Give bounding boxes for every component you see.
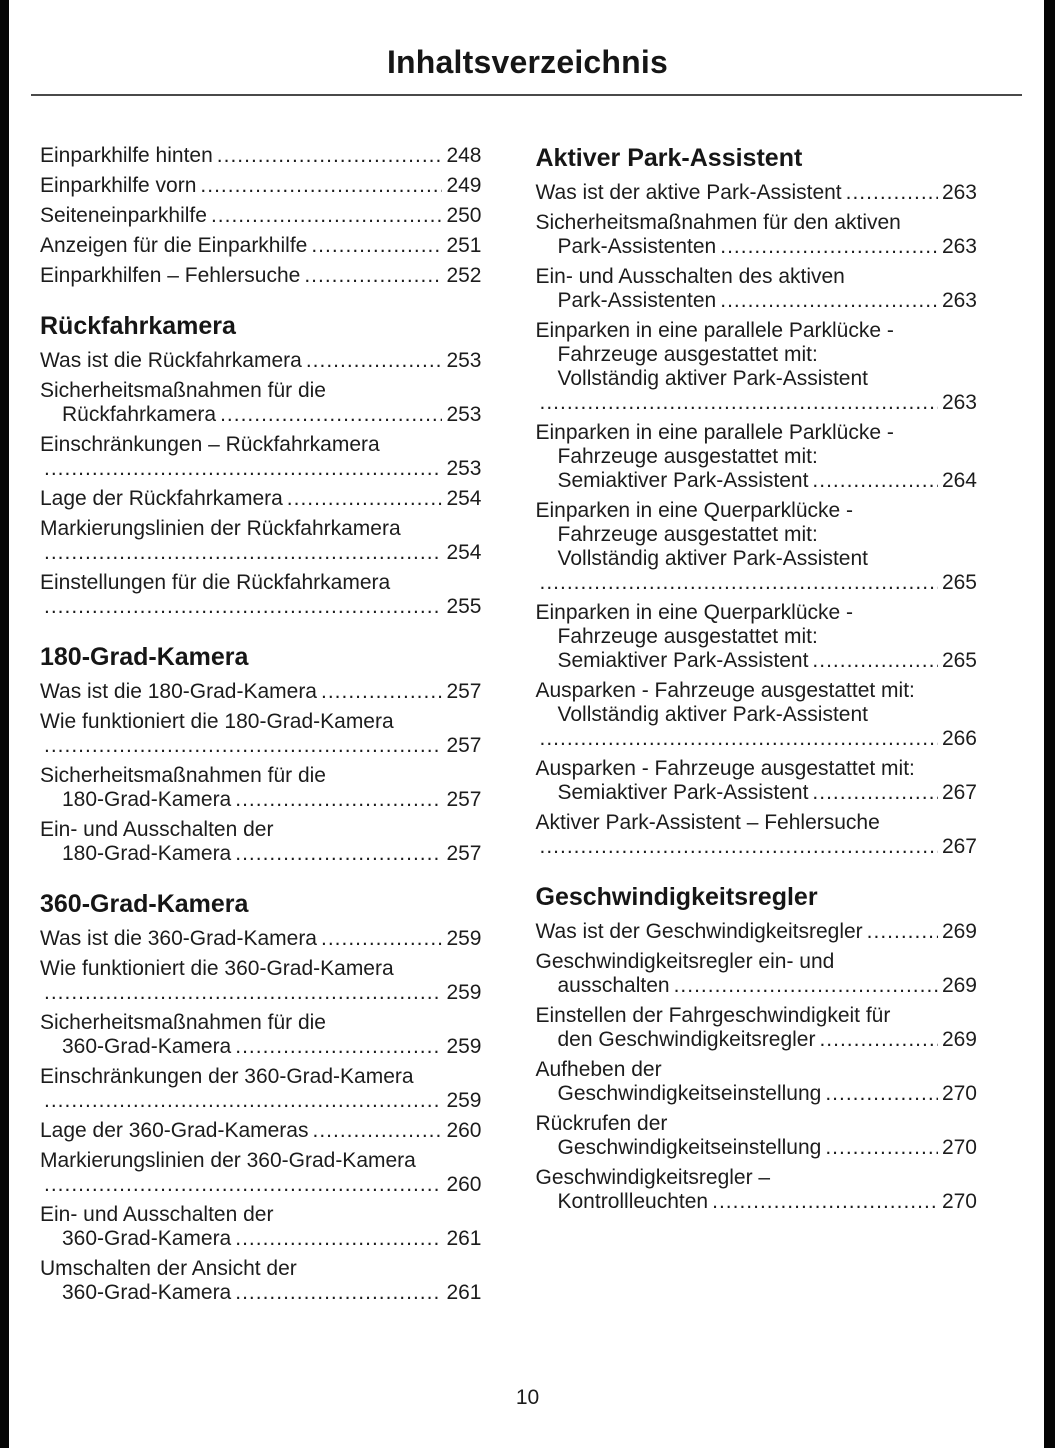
entry-page-number: 257 (446, 842, 482, 865)
toc-entry[interactable] (536, 319, 978, 415)
entry-text: 180-Grad-Kamera (62, 788, 232, 811)
entry-text-line: Markierungslinien der 360-Grad-Kamera (40, 1149, 416, 1172)
entry-page-number: 261 (446, 1227, 482, 1250)
dot-leader (44, 595, 442, 619)
dot-leader (235, 1227, 442, 1251)
page-header (0, 0, 1055, 96)
entry-page-number: 257 (446, 788, 482, 811)
entry-text-line: Fahrzeuge ausgestattet mit: (557, 523, 818, 546)
dot-leader (235, 1281, 442, 1305)
page-footer (0, 1386, 1055, 1410)
dot-leader (235, 788, 442, 812)
entry-text: 360-Grad-Kamera (62, 1281, 232, 1304)
entry-page-number: 253 (446, 457, 482, 480)
toc-column-left (40, 144, 482, 1311)
dot-leader (211, 204, 443, 228)
entry-text: Was ist die Rückfahrkamera (40, 349, 302, 372)
entry-page-number: 250 (446, 204, 482, 227)
dot-leader (720, 235, 938, 259)
entry-page-number: 248 (446, 144, 482, 167)
entry-page-number: 263 (941, 289, 977, 312)
toc-entry[interactable] (40, 517, 482, 565)
entry-text-line: Vollständig aktiver Park-Assistent (557, 367, 868, 390)
section-heading: Rückfahrkamera (40, 312, 236, 340)
dot-leader (540, 835, 938, 859)
entry-text-line: Ein- und Ausschalten der (40, 818, 274, 841)
toc-entry[interactable] (40, 487, 482, 511)
section-heading: 180-Grad-Kamera (40, 643, 249, 671)
entry-page-number: 265 (941, 571, 977, 594)
toc-entry[interactable] (536, 1112, 978, 1160)
entry-text-line: Fahrzeuge ausgestattet mit: (557, 343, 818, 366)
dot-leader (846, 181, 938, 205)
entry-page-number: 267 (941, 781, 977, 804)
dot-leader (311, 234, 442, 258)
dot-leader (44, 1173, 442, 1197)
entry-text-line: Vollständig aktiver Park-Assistent (557, 547, 868, 570)
toc-entry[interactable] (40, 927, 482, 951)
dot-leader (44, 981, 442, 1005)
entry-text-line: Ein- und Ausschalten der (40, 1203, 274, 1226)
entry-text-line: Sicherheitsmaßnahmen für den aktiven (535, 211, 901, 234)
entry-text-line: Sicherheitsmaßnahmen für die (40, 1011, 326, 1034)
toc-columns (0, 96, 1055, 1311)
toc-entry[interactable] (536, 920, 978, 944)
page-title: Inhaltsverzeichnis (386, 44, 669, 80)
toc-entry[interactable] (536, 757, 978, 805)
entry-text-line: Fahrzeuge ausgestattet mit: (557, 625, 818, 648)
entry-text: Park-Assistenten (557, 289, 717, 312)
toc-entry[interactable] (40, 264, 482, 288)
entry-text: Einparkhilfe vorn (40, 174, 197, 197)
dot-leader (540, 391, 938, 415)
entry-page-number: 253 (446, 349, 482, 372)
toc-entry[interactable] (536, 1166, 978, 1214)
toc-entry[interactable] (40, 1149, 482, 1197)
toc-entry[interactable] (536, 811, 978, 859)
page-edge-left (0, 0, 9, 1448)
entry-page-number: 259 (446, 1089, 482, 1112)
dot-leader (812, 469, 938, 493)
toc-entry[interactable] (40, 1203, 482, 1251)
entry-text: Semiaktiver Park-Assistent (557, 781, 809, 804)
entry-text: 360-Grad-Kamera (62, 1227, 232, 1250)
entry-page-number: 251 (446, 234, 482, 257)
entry-text-line: Ausparken - Fahrzeuge ausgestattet mit: (535, 679, 915, 702)
toc-entry[interactable] (536, 421, 978, 493)
dot-leader (312, 1119, 442, 1143)
entry-page-number: 260 (446, 1173, 482, 1196)
dot-leader (720, 289, 938, 313)
entry-text-line: Aktiver Park-Assistent – Fehlersuche (535, 811, 880, 834)
dot-leader (200, 174, 442, 198)
dot-leader (674, 974, 938, 998)
entry-page-number: 263 (941, 181, 977, 204)
section-heading: Aktiver Park-Assistent (535, 144, 803, 172)
toc-entry[interactable] (40, 818, 482, 866)
dot-leader (321, 927, 442, 951)
toc-entry[interactable] (40, 1011, 482, 1059)
toc-entry[interactable] (536, 601, 978, 673)
entry-text: Semiaktiver Park-Assistent (557, 469, 809, 492)
dot-leader (867, 920, 938, 944)
entry-page-number: 264 (941, 469, 977, 492)
entry-page-number: 259 (446, 981, 482, 1004)
entry-page-number: 259 (446, 927, 482, 950)
toc-entry[interactable] (536, 679, 978, 751)
entry-text: 180-Grad-Kamera (62, 842, 232, 865)
entry-text: Semiaktiver Park-Assistent (557, 649, 809, 672)
page-edge-right (1044, 0, 1055, 1448)
entry-text-line: Ein- und Ausschalten des aktiven (535, 265, 845, 288)
entry-text: 360-Grad-Kamera (62, 1035, 232, 1058)
entry-text-line: Rückrufen der (535, 1112, 668, 1135)
dot-leader (44, 1089, 442, 1113)
entry-text-line: Sicherheitsmaßnahmen für die (40, 764, 326, 787)
toc-entry[interactable] (40, 1065, 482, 1113)
entry-page-number: 269 (941, 974, 977, 997)
entry-text-line: Vollständig aktiver Park-Assistent (557, 703, 868, 726)
entry-text: Rückfahrkamera (62, 403, 217, 426)
section-heading: 360-Grad-Kamera (40, 890, 249, 918)
entry-text: Lage der 360-Grad-Kameras (40, 1119, 309, 1142)
entry-text-line: Einschränkungen – Rückfahrkamera (40, 433, 380, 456)
toc-entry[interactable] (536, 1058, 978, 1106)
toc-entry[interactable] (40, 144, 482, 168)
entry-text: Anzeigen für die Einparkhilfe (40, 234, 308, 257)
entry-text: Einparkhilfen – Fehlersuche (40, 264, 301, 287)
entry-text-line: Einparken in eine Querparklücke - (535, 601, 854, 624)
toc-entry[interactable] (40, 379, 482, 427)
dot-leader (812, 649, 938, 673)
entry-text: Geschwindigkeitseinstellung (557, 1082, 822, 1105)
toc-entry[interactable] (40, 174, 482, 198)
dot-leader (235, 842, 442, 866)
entry-text: Was ist der aktive Park-Assistent (535, 181, 842, 204)
entry-text: Lage der Rückfahrkamera (40, 487, 283, 510)
toc-entry[interactable] (536, 181, 978, 205)
entry-text: Seiteneinparkhilfe (40, 204, 207, 227)
entry-page-number: 249 (446, 174, 482, 197)
dot-leader (540, 727, 938, 751)
page-number: 10 (515, 1386, 540, 1409)
toc-entry[interactable] (40, 957, 482, 1005)
entry-page-number: 270 (941, 1190, 977, 1213)
dot-leader (235, 1035, 442, 1059)
entry-text-line: Geschwindigkeitsregler – (535, 1166, 771, 1189)
dot-leader (306, 349, 443, 373)
toc-entry[interactable] (536, 211, 978, 259)
entry-page-number: 253 (446, 403, 482, 426)
toc-entry[interactable] (40, 571, 482, 619)
entry-text: Einparkhilfe hinten (40, 144, 213, 167)
toc-entry[interactable] (536, 499, 978, 595)
entry-text-line: Wie funktioniert die 180-Grad-Kamera (40, 710, 394, 733)
entry-text: Was ist die 180-Grad-Kamera (40, 680, 317, 703)
entry-text: den Geschwindigkeitsregler (557, 1028, 816, 1051)
dot-leader (712, 1190, 938, 1214)
toc-entry[interactable] (40, 204, 482, 228)
dot-leader (825, 1082, 938, 1106)
entry-text-line: Einparken in eine Querparklücke - (535, 499, 854, 522)
entry-text-line: Fahrzeuge ausgestattet mit: (557, 445, 818, 468)
entry-page-number: 261 (446, 1281, 482, 1304)
entry-page-number: 265 (941, 649, 977, 672)
toc-entry[interactable] (40, 234, 482, 258)
entry-text-line: Einparken in eine parallele Parklücke - (535, 319, 894, 342)
entry-text-line: Ausparken - Fahrzeuge ausgestattet mit: (535, 757, 915, 780)
section-heading: Geschwindigkeitsregler (535, 883, 818, 911)
dot-leader (819, 1028, 937, 1052)
dot-leader (44, 734, 442, 758)
entry-text-line: Aufheben der (535, 1058, 662, 1081)
entry-page-number: 266 (941, 727, 977, 750)
entry-page-number: 269 (941, 1028, 977, 1051)
entry-text: Park-Assistenten (557, 235, 717, 258)
toc-entry[interactable] (40, 764, 482, 812)
dot-leader (540, 571, 938, 595)
entry-page-number: 257 (446, 734, 482, 757)
entry-text-line: Markierungslinien der Rückfahrkamera (40, 517, 401, 540)
entry-text-line: Umschalten der Ansicht der (40, 1257, 297, 1280)
entry-page-number: 259 (446, 1035, 482, 1058)
entry-page-number: 252 (446, 264, 482, 287)
toc-entry[interactable] (536, 950, 978, 998)
entry-text-line: Sicherheitsmaßnahmen für die (40, 379, 326, 402)
toc-entry[interactable] (40, 680, 482, 704)
entry-text-line: Einschränkungen der 360-Grad-Kamera (40, 1065, 414, 1088)
dot-leader (44, 541, 442, 565)
toc-entry[interactable] (536, 265, 978, 313)
entry-page-number: 263 (941, 391, 977, 414)
entry-text-line: Einstellen der Fahrgeschwindigkeit für (535, 1004, 891, 1027)
toc-entry[interactable] (40, 1257, 482, 1305)
entry-text-line: Einparken in eine parallele Parklücke - (535, 421, 894, 444)
dot-leader (825, 1136, 938, 1160)
entry-page-number: 270 (941, 1136, 977, 1159)
dot-leader (304, 264, 442, 288)
toc-entry[interactable] (40, 1119, 482, 1143)
dot-leader (287, 487, 443, 511)
entry-text-line: Einstellungen für die Rückfahrkamera (40, 571, 391, 594)
toc-entry[interactable] (40, 349, 482, 373)
entry-text-line: Wie funktioniert die 360-Grad-Kamera (40, 957, 394, 980)
dot-leader (321, 680, 442, 704)
dot-leader (812, 781, 938, 805)
toc-entry[interactable] (40, 433, 482, 481)
entry-page-number: 254 (446, 541, 482, 564)
entry-page-number: 267 (941, 835, 977, 858)
entry-text: ausschalten (557, 974, 670, 997)
entry-text: Was ist der Geschwindigkeitsregler (535, 920, 863, 943)
entry-text: Was ist die 360-Grad-Kamera (40, 927, 317, 950)
entry-text: Kontrollleuchten (557, 1190, 709, 1213)
dot-leader (220, 403, 442, 427)
toc-entry[interactable] (536, 1004, 978, 1052)
entry-page-number: 269 (941, 920, 977, 943)
entry-page-number: 254 (446, 487, 482, 510)
entry-text-line: Geschwindigkeitsregler ein- und (535, 950, 835, 973)
toc-entry[interactable] (40, 710, 482, 758)
entry-text: Geschwindigkeitseinstellung (557, 1136, 822, 1159)
entry-page-number: 257 (446, 680, 482, 703)
entry-page-number: 263 (941, 235, 977, 258)
dot-leader (44, 457, 442, 481)
entry-page-number: 255 (446, 595, 482, 618)
entry-page-number: 270 (941, 1082, 977, 1105)
toc-column-right (536, 144, 978, 1311)
entry-page-number: 260 (446, 1119, 482, 1142)
dot-leader (217, 144, 443, 168)
